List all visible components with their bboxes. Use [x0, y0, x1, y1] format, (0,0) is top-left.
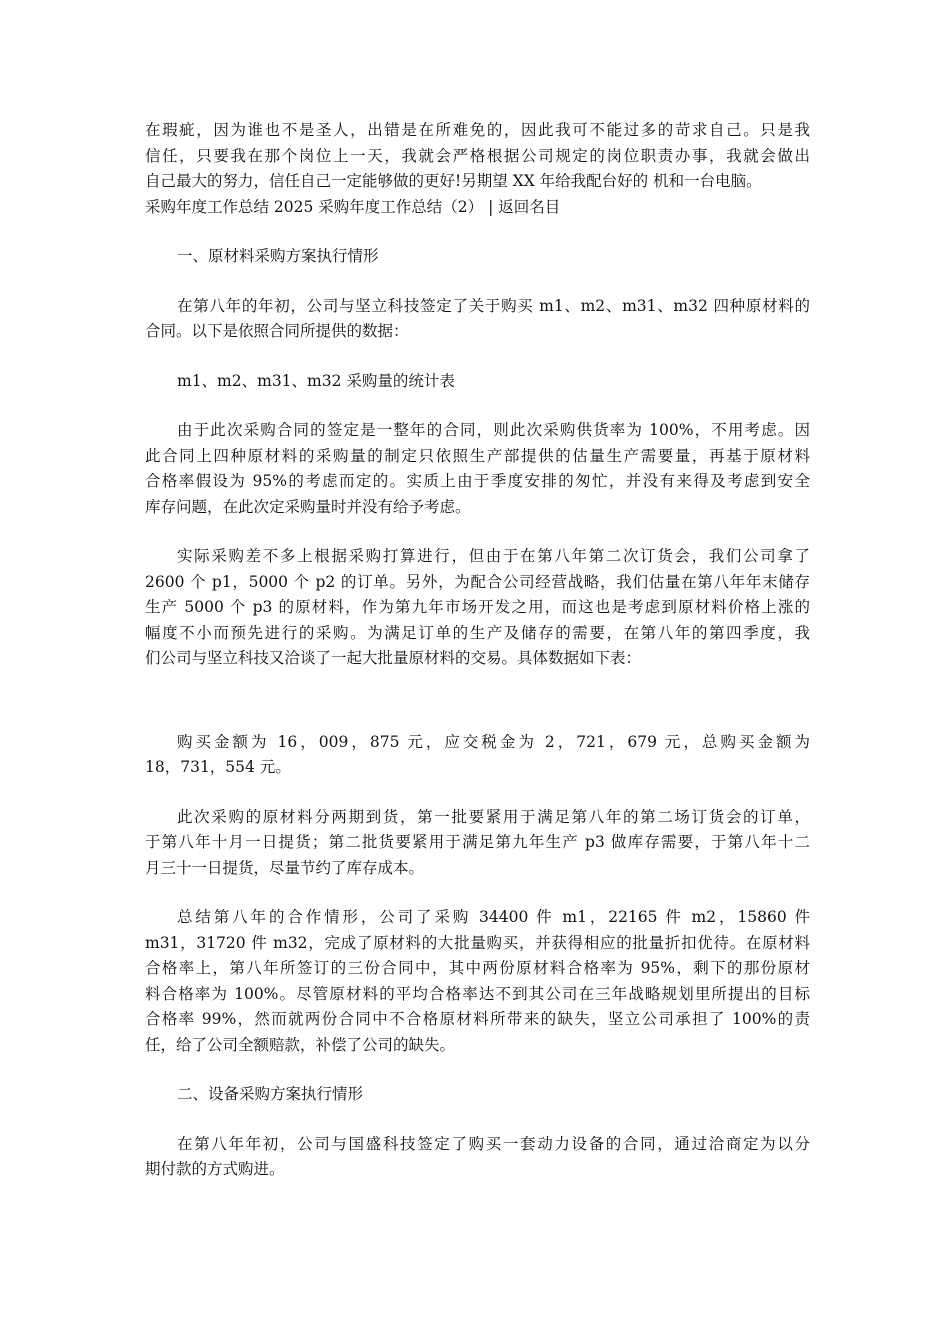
text-line: 由于此次采购合同的签定是一整年的合同，则此次采购供货率为 100%，不用考虑。因: [177, 421, 810, 439]
text-line: 们公司与坚立科技又洽谈了一起大批量原材料的交易。具体数据如下表：: [145, 649, 642, 667]
section-heading-1: 一、原材料采购方案执行情形: [177, 247, 379, 265]
text-line: 库存问题，在此次定采购量时并没有给予考虑。: [145, 497, 471, 516]
section-heading-2: 二、设备采购方案执行情形: [177, 1085, 364, 1103]
table-caption: m1、m2、m31、m32 采购量的统计表: [177, 371, 455, 390]
text-line: 实际采购差不多上根据采购打算进行，但由于在第八年第二次订货会，我们公司拿了: [177, 547, 810, 565]
text-line: 此合同上四种原材料的采购量的制定只依照生产部提供的估量生产需要量，再基于原材料: [145, 446, 810, 465]
text-line: 在第八年的年初，公司与坚立科技签定了关于购买 m1、m2、m31、m32 四种原材料的: [177, 296, 810, 315]
paragraph: [145, 805, 810, 882]
paragraph: [145, 294, 810, 345]
table-placeholder: [145, 672, 810, 730]
text-line: m31，31720 件 m32，完成了原材料的大批量购买，并获得相应的批量折扣优待。在原材料: [145, 933, 810, 952]
document-title: 采购年度工作总结 2025 采购年度工作总结（2）: [145, 197, 484, 216]
text-line: 2600 个 p1，5000 个 p2 的订单。另外，为配合公司经营战略，我们估量在第八年年末储存: [145, 572, 810, 591]
text-line: 购买金额为 16，009，875 元，应交税金为 2，721，679 元，总购买金额为: [177, 732, 810, 751]
document-title-line: [145, 195, 810, 221]
paragraph: [145, 418, 810, 520]
text-line: 信任，只要我在那个岗位上一天，我就会严格根据公司规定的岗位职责办事，我就会做出: [145, 146, 810, 165]
text-line: 合格率 99%，然而就两份合同中不合格原材料所带来的缺失，坚立公司承担了 100%的责: [145, 1010, 810, 1028]
text-line: 幅度不小而预先进行的采购。为满足订单的生产及储存的需要，在第八年的第四季度，我: [145, 623, 810, 642]
text-line: 总结第八年的合作情形，公司了采购 34400 件 m1，22165 件 m2，15860 件: [177, 908, 810, 926]
text-line: 期付款的方式购进。: [145, 1160, 285, 1178]
text-line: 18，731，554 元。: [145, 758, 291, 776]
text-line: 此次采购的原材料分两期到货，第一批要紧用于满足第八年的第二场订货会的订单，: [177, 807, 810, 826]
text-line: 合格率上，第八年所签订的三份合同中，其中两份原材料合格率为 95%，剩下的那份原材: [145, 959, 810, 977]
back-to-contents-link[interactable]: 返回名目: [498, 197, 561, 216]
document-page: [145, 118, 810, 1183]
text-line: 在瑕疵，因为谁也不是圣人，出错是在所难免的，因此我可不能过多的苛求自己。只是我: [145, 121, 810, 139]
paragraph: [145, 905, 810, 1058]
text-line: 自己最大的努力，信任自己一定能够做的更好!另期望 XX 年给我配台好的 机和一台电脑。: [145, 172, 762, 190]
text-line: 料合格率为 100%。尽管原材料的平均合格率达不到其公司在三年战略规划里所提出的目标: [145, 984, 810, 1003]
text-line: 合同。以下是依照合同所提供的数据：: [145, 322, 409, 340]
text-line: 于第八年十月一日提货；第二批货要紧用于满足第九年生产 p3 做库存需要，于第八年十二: [145, 833, 810, 851]
paragraph: [145, 730, 810, 781]
paragraph: [145, 544, 810, 672]
text-line: 合格率假设为 95%的考虑而定的。实质上由于季度安排的匆忙，并没有来得及考虑到安全: [145, 472, 810, 490]
intro-paragraph: [145, 118, 810, 220]
link-separator: |: [483, 197, 499, 216]
text-line: 生产 5000 个 p3 的原材料，作为第九年市场开发之用，而这也是考虑到原材料价格上涨的: [145, 598, 810, 616]
text-line: 月三十一日提货，尽量节约了库存成本。: [145, 858, 425, 877]
text-line: 在第八年年初，公司与国盛科技签定了购买一套动力设备的合同，通过洽商定为以分: [177, 1134, 810, 1153]
text-line: 任，给了公司全额赔款，补偿了公司的缺失。: [145, 1035, 456, 1054]
paragraph: [145, 1132, 810, 1183]
